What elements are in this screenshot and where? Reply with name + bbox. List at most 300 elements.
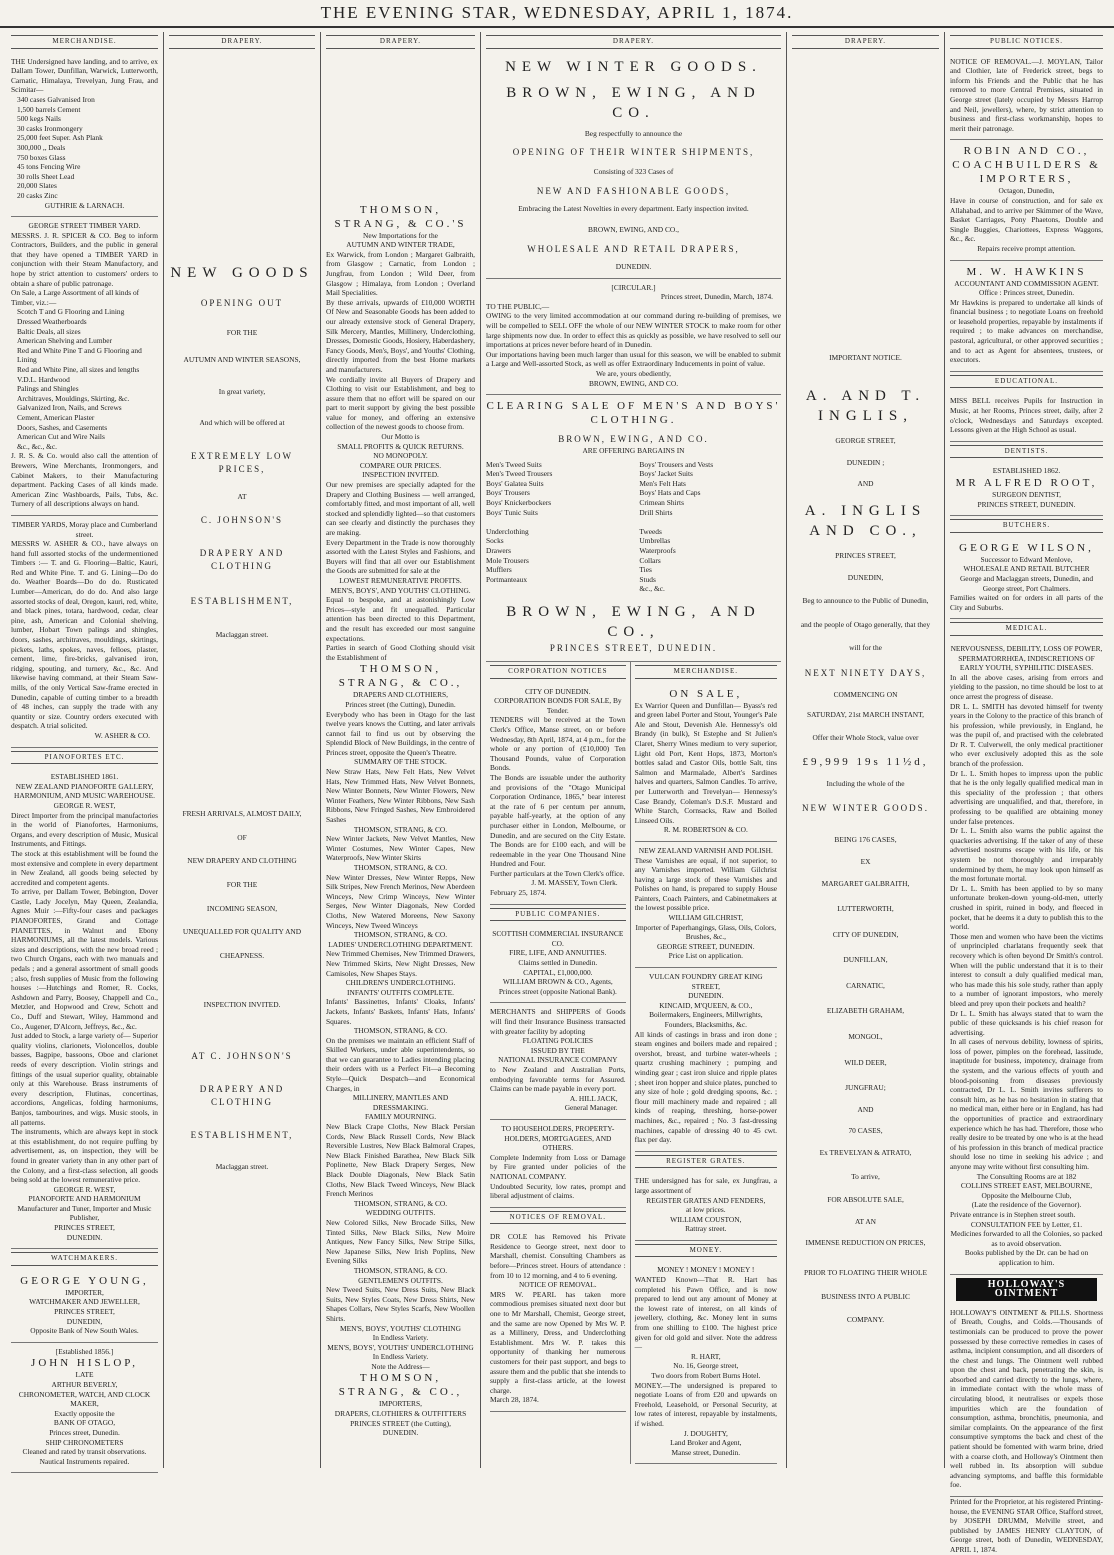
ad-wilson [950,537,1103,620]
list-item: Boys' Tunic Suits [486,507,538,517]
list-item: Mole Trousers [486,555,529,565]
ad-signature: Manse street, Dunedin. [671,1447,741,1457]
ad-signature: THOMSON, STRANG, & CO. [353,1265,448,1275]
ad-title: MONEY ! MONEY ! MONEY ! [657,1265,755,1275]
ad-hislop [11,1343,158,1474]
ad-line: FRESH ARRIVALS, ALMOST DAILY, [182,809,302,819]
ad-line: Princes street, Dunedin. [49,1427,120,1437]
ad-spicer [11,217,158,516]
section-header: MERCHANDISE. [11,35,158,49]
ad-line: PRINCES STREET (the Cutting), [350,1418,451,1428]
ad-line: PRINCES STREET, [835,550,896,560]
bargain-list [486,460,781,594]
ad-line: Princes street (the Cutting), Dunedin. [345,699,456,709]
ad-signature: Manufacturer and Tuner, Importer and Music Publisher, [17,1203,152,1223]
list-item: 750 boxes Glass [17,152,66,162]
ad-text: THE undersigned has for sale, ex Jungfrau, a large assortment of [634,1176,777,1195]
ad-text: THE Undersigned have landing, and to arrive, ex Dallam Tower, Dunfillan, Warwick, Lutterworth, Carnatic, Himalaya, Trevelyan, Jung Frau, and Scimitar— [11,56,158,95]
list-item: 20 casks Zinc [17,190,58,200]
ad-signature: No. 16, George street, [673,1361,739,1371]
ad-line: ISSUED BY THE [530,1045,585,1055]
list-item [639,517,781,527]
ad-line: DRAPERY AND CLOTHING [199,547,285,571]
lower-left-column [486,662,631,1464]
list-item: 30 casks Ironmongery [17,123,83,133]
ad-young [11,1270,158,1343]
ad-hawkins [950,261,1103,372]
list-item: Drill Shirts [639,507,673,517]
ad-west [11,768,158,1249]
column-merchandise [6,32,164,1468]
ad-text: New Colored Silks, New Brocade Silks, New Tinted Silks, New Black Silks, New Moire Antiques, New Fancy Silks, New Stripe Silks, New Japanese Silks, New Irish Poplins, New Evening Silks [326,1217,475,1266]
ad-line: Opposite the Melbourne Club, [981,1190,1072,1200]
ad-line: FOR THE [226,879,258,889]
ad-line: NATIONAL INSURANCE COMPANY [498,1055,618,1065]
list-item: Drawers [486,546,512,556]
ad-line: CHILDREN'S UNDERCLOTHING. [345,978,456,988]
ad-text: J. R. S. & Co. would also call the attention of Brewers, Wine Merchants, Ironmongers, and Cabinet Makers, to their Manufacturing department. Packing Cases of all kinds made. American Zinc Washboards, Pails, Tubs, &c. Turnery of all descriptions always on hand. [11,451,158,509]
ad-miss-bell: MISS BELL receives Pupils for Instruction in Music, at her Rooms, Princes street, daily, after 2 o'clock, Wednesdays and Saturdays excepted. Lessons given at the High School as usual. [950,392,1103,441]
ad-signature: THOMSON, STRANG, & CO. [353,863,448,872]
ad-line: Repairs receive prompt attention. [977,243,1076,253]
list-item: Waterproofs [639,546,676,556]
ad-text: We cordially invite all Buyers of Drapery and Clothing to visit our Establishment, and beg to assure them that no effort will be spared on our part to merit support by giving the best possible value for money, and offering an extensive collection of the newest goods to choose from. [326,374,475,432]
holloway-banner: HOLLOWAY'S OINTMENT [956,1278,1097,1301]
ad-est: ESTABLISHED 1862. [992,466,1061,476]
ad-line: FLOATING POLICIES [522,1036,594,1046]
ad-vulcan-foundry [635,968,777,1152]
ad-line: Consisting of 323 Cases of [593,167,674,177]
ad-title: M. W. HAWKINS [966,265,1087,278]
ad-line: MONGOL, [848,1032,883,1042]
ad-text: Complete Indemnity from Loss or Damage by Fire granted under policies of the NATIONAL COMPANY. [490,1152,626,1181]
ad-signature: Land Broker and Agent, [670,1438,742,1448]
list-item: Crimean Shirts [639,498,684,508]
ad-line: Our Motto is [381,432,420,442]
ad-signature: General Manager. [564,1103,618,1113]
ad-line: IMPORTERS, [379,1399,422,1409]
ad-title: NOTICE OF REMOVAL. [518,1280,597,1290]
section-header: DRAPERY. [326,35,475,49]
ad-line: Offer their Whole Stock, value over [812,733,919,743]
ad-line: BROWN, EWING, AND CO. [506,84,761,121]
ad-line: WATCHMAKER AND JEWELLER, [29,1297,140,1307]
ad-line: Cleaned and rated by transit observations. Nautical Instruments repaired. [22,1447,147,1466]
ad-line: Claims settled in Dunedin. [518,958,598,968]
section-header: DRAPERY. [486,35,781,49]
ad-line: DUNEDIN. [615,261,652,271]
ad-line: at low prices. [686,1205,726,1215]
list-item [486,517,628,527]
ad-name: GEORGE YOUNG, [20,1274,149,1287]
ad-text: On Sale, a Large Assortment of all kinds of Timber, viz.:— [11,288,140,307]
list-item: Baltic Deals, all sizes [17,326,81,336]
ad-line: LOWEST REMUNERATIVE PROFITS. [339,575,462,585]
ad-line: LATE [75,1370,94,1380]
list-item: Mufflers [486,565,512,575]
ad-line: PRINCES STREET, [54,1307,115,1317]
ad-money [635,1261,777,1464]
list-item: Boys' Trousers [486,488,530,498]
list-item: 25,000 feet Super. Ash Plank [17,133,103,143]
ad-dr-smith [950,640,1103,1275]
ad-signature: GEORGE R. WEST, [53,1184,116,1194]
ad-clearing-sale [486,395,781,662]
ad-signature: THOMSON, STRANG, & CO. [353,1026,448,1036]
ad-removal-notices [490,1228,626,1412]
ad-line: UNEQUALLED FOR QUALITY AND [182,927,302,937]
ad-line: LADIES' UNDERCLOTHING DEPARTMENT. [328,939,473,949]
ad-line: Octagon, Dunedin, [998,186,1055,196]
item-list [11,95,158,201]
ad-text: Undoubted Security, low rates, prompt and liberal adjustment of claims. [490,1181,626,1201]
ad-line: Beg to announce to the Public of Dunedin, [802,596,929,606]
ad-text: In all cases of nervous debility, lowness of spirits, loss of power, pimples on the forehead, lassitude, inaptitude for business, impotency, drainage from the system, and the various effects of youth and blood-poisoning from diseases previously contracted, Dr L. L. Smith invites sufferers to consult him, as he has no hesitation in stating that no medical man, either here or in England, has had the opportunities of practice and extraordinary experience which he has had. Therefore, those who really desire to be treated by one who is at the head of his profession in this branch of medical practice should lose no time in seeking his advice ; and anyone may write without first consulting him. [950,1037,1103,1171]
ad-text: Equal to bespoke, and at astonishingly Low Prices—style and fit unequalled. Particular attention has been directed to this Department, and the result has exceeded our most sanguine expectations. [326,595,475,643]
ad-date: February 25, 1874. [490,888,547,898]
ad-line: £9,999 19s 11½d, [802,755,929,768]
section-header: MERCHANDISE. [635,665,777,679]
ad-text: New Winter Jackets, New Velvet Mantles, New Winter Costumes, New Winter Capes, New Waterproofs, New Winter Skirts [326,834,475,863]
ad-line: DUNEDIN, [847,572,884,582]
ad-line: INSPECTION INVITED. [203,1000,281,1010]
ad-line: INSPECTION INVITED. [362,470,439,480]
ad-line: FAMILY MOURNING. [364,1112,437,1122]
ad-name: JOHN HISLOP, [31,1357,138,1370]
lower-right-column [631,662,781,1464]
list-item: 20,000 Slates [17,181,57,191]
ad-line: IMMENSE REDUCTION ON PRICES, [805,1238,926,1248]
ad-text: Ex Warwick, from London ; Margaret Galbraith, from Glasgow ; Carnatic, from London ; Jungfrau, from London ; Wild Deer, from Glasgow ; Himalaya, from London ; Overland Mail Specialities. [326,249,475,298]
list-item: &c., &c., &c. [17,441,58,451]
ad-text: Our importations having been much larger than usual for this season, we will be enabled to submit a Large and Well-assorted Stock, as well as offer Extraordinary Inducements in point of value. [486,349,781,369]
ad-line: MEN'S, BOYS', YOUTHS' UNDERCLOTHING [327,1342,474,1352]
ad-line: SATURDAY, 21st MARCH INSTANT, [807,709,924,719]
list-item: Cement, American Plaster [17,412,95,422]
ad-varnish [635,842,777,968]
ad-line: In Endless Variety. [372,1333,429,1343]
ad-line: ARTHUR BEVERLY, [51,1380,118,1389]
bargain-list-right [639,460,781,594]
list-item: Men's Tweed Trousers [486,469,553,479]
ad-title: ON SALE, [669,687,743,700]
section-header: BUTCHERS. [950,519,1103,533]
ad-line: New Importations for the [363,230,438,240]
ad-signature: WILLIAM GILCHRIST, [668,913,744,923]
ad-line: AND [857,479,874,489]
ad-text: TENDERS will be received at the Town Clerk's Office, Manse street, on or before Wednesday, 8th April, 1874, at 4 p.m., for the whole or any portion of (£10,000) Ten Thousand Pounds, value of Corporation Bonds. [490,715,626,773]
ad-line: WHOLESALE AND RETAIL DRAPERS, [527,243,740,254]
list-item: Collars [639,555,661,565]
ad-text: New Straw Hats, New Felt Hats, New Velvet Hats, New Trimmed Hats, New Velvet Bonnets, New Winter Bonnets, New Winter Flowers, New Winter Feathers, New Winter Ribbons, New Sash Ribbons, New Fringed Sashes, New Embroidered Sashes [326,767,475,825]
ad-line: FOR THE [226,327,258,337]
list-item: 45 tons Fencing Wire [17,162,81,172]
ad-line: 70 CASES, [848,1126,883,1136]
ad-line: GENTLEMEN'S OUTFITS. [358,1275,443,1285]
ad-line: Ex TREVELYAN & ATRATO, [819,1148,912,1158]
list-item: Ties [639,565,652,575]
ad-line: NEW AND FASHIONABLE GOODS, [536,185,731,196]
ad-text: MONEY.—The undersigned is prepared to negotiate Loans of from £20 and upwards on Freehold, Leasehold, or Personal Security, at low rates of interest, repayable by instalments, if wished. [634,1380,777,1428]
ad-line: DRAPERY AND CLOTHING [199,1083,285,1107]
ad-line: DRAPERS AND CLOTHIERS, [352,690,449,700]
ad-title: ROBIN AND CO., COACHBUILDERS & IMPORTERS, [952,145,1101,186]
ad-text: These Varnishes are equal, if not superior, to any Varnishes imported. William Gilchrist having a large stock of these Varnishes and Polishes on hand, is prepared to supply House Painters, Coach Painters, and Cabinetmakers at the lowest possible price. [634,855,777,913]
ad-line: KINCAID, M'QUEEN, & CO., [659,1000,753,1010]
ad-text: DR COLE has Removed his Private Residence to George street, next door to Marshall, chemist. Consulting Chambers as before—Princes street. Hours of attendance : from 10 to 12 morning, and 4 to 6 evening. [490,1232,626,1280]
ad-line: LUTTERWORTH, [837,904,894,914]
list-item: 1,500 barrels Cement [17,104,81,114]
printer-imprint: Printed for the Proprietor, at his registered Printing-house, the EVENING STAR Office, Stafford street, by JOSEPH DRUMM, Melville street, and published by JAMES HENRY CLAYTON, of George street, both of Dunedin, WEDNESDAY, APRIL 1, 1874. [950,1497,1103,1554]
ad-line: The Consulting Rooms are at 182 [976,1171,1077,1181]
list-item: American Shelving and Lumber [17,336,113,346]
ad-line: NEW DRAPERY AND CLOTHING [187,856,297,866]
ad-line: Maclaggan street. [215,1161,269,1171]
ad-line: INCOMING SEASON, [206,903,278,913]
ad-line: ESTABLISHMENT, [190,1129,294,1140]
ad-line: ELIZABETH GRAHAM, [826,1006,905,1016]
ad-text: Every Department in the Trade is now thoroughly assorted with the Latest Styles and Fashions, and Buyers will find that all over our Establishment the Goods are submitted for sale at the [326,537,475,576]
ad-brown-ewing [486,53,781,279]
ad-signature: GEORGE STREET, DUNEDIN. [657,941,755,951]
section-header: EDUCATIONAL. [950,375,1103,389]
ad-line: OF [237,832,247,842]
ad-line: A. INGLIS AND CO., [804,502,927,539]
ad-signature: GUTHRIE & LARNACH. [44,200,125,210]
ad-line: BUSINESS INTO A PUBLIC [821,1291,910,1301]
ad-line: In Endless Variety. [372,1352,429,1362]
ad-signature: DUNEDIN. [66,1232,103,1242]
ad-est: [Established 1856.] [55,1346,114,1356]
section-header: PIANOFORTES ETC. [11,751,158,765]
ad-register-grates [635,1172,777,1241]
list-item: 300,000 ,, Deals [17,142,66,152]
ad-signature: J. M. MASSEY, Town Clerk. [531,878,618,888]
ad-text: Our new premises are specially adapted for the Drapery and Clothing Business — well arranged, comfortably fitted, and most important of all, well stocked and splendidly lighted—so that customers can see clearly and distinctly the purchases they are making. [326,480,475,537]
ad-guthrie-larnach [11,53,158,218]
list-item: Architraves, Mouldings, Skirting, &c. [17,393,130,403]
list-item: V.D.L. Hardwood [17,374,70,384]
ad-text: New Tweed Suits, New Dress Suits, New Black Suits, New Styles Coats, New Dress Shirts, New Shapes Collars, New Styles Scarfs, New Woollen Shirts. [326,1285,475,1323]
list-item: Galvanized Iron, Nails, and Screws [17,403,122,413]
ad-line: Medicines forwarded to all the Colonies, so packed as to avoid observation. [950,1229,1103,1248]
ad-signature: W. ASHER & CO. [94,730,150,740]
ad-title: NEW ZEALAND VARNISH AND POLISH. [638,845,773,855]
ad-est: ESTABLISHED 1861. [50,772,119,782]
ad-text: Just added to Stock, a large variety of— Superior quality violins, clarionets, Violoncellos, double basses, Bagpipe, bassoons, Oboe and clarionet reeds of every description. Violin strings and fittings of the usual superior quality, obtainable only at this Warehouse. Brass instruments of every description, Flutinas, concertinas, accordions, Angelicas, folding harmoniums, Banjos, tambourines, and wigs. Music stools, in all patterns. [11,1031,158,1127]
ad-title: CORPORATION BONDS FOR SALE, By Tender. [494,696,622,715]
ad-title: THOMSON, STRANG, & CO., [338,1372,463,1399]
section-header: DRAPERY. [169,35,315,49]
ad-signature: PRINCES STREET, [54,1223,115,1233]
ad-line: NEW GOODS [170,264,314,281]
list-item: Boys' Jacket Suits [639,469,693,479]
ad-text: Families waited on for orders in all parts of the City and Suburbs. [950,593,1103,612]
ad-robertson [635,683,777,842]
ad-text: To arrive, per Dallam Tower, Bebington, Dover Castle, Lady Jocelyn, May Queen, Zealandia, Agnes Muir :—Fifty-four cases and packages PIANOFORTES, Grand and Cottage PIANETTES, in Walnut and Ebony HARMONIUMS, all the latest models. Various sizes and descriptions, with the new broad reed ; two Church Organs, each with two manuals and pedals ; and a general assortment of small goods ; also, fresh supplies of Music from the following houses :—Hutchings and Romer, R. Cocks, Ashdown and Parry, Boosey, Chappell and Co., Metzler, and Hopwood and Crew, Schott and Co., Duff and Stewart, Wiley, Hammond and Co., Augener, D'Alcorn, Jeffreys, &c., &c. [11,887,158,1031]
section-header: PUBLIC COMPANIES. [490,908,626,922]
section-header: REGISTER GRATES. [635,1155,777,1169]
list-item: 500 kegs Nails [17,114,61,124]
ad-text: MRS W. PEARL has taken more commodious premises situated next door but one to Mr Marshall, Chemist, George street, and the same are now Opened by Mrs W. P. as a Millinery, Dress, and Underclothing Establishment. Mrs W. P. takes this opportunity of thanking her numerous customers for their past support, and begs to assure them and the public that she intends to supply a first-class article, at the lowest charge. [490,1289,626,1395]
list-item: Men's Felt Hats [639,478,686,488]
ad-line: MEN'S, BOYS', YOUTHS' CLOTHING [340,1323,461,1333]
ad-text: WANTED Known—That R. Hart has completed his Pawn Office, and is now prepared to lend out any amount of Money at the lowest rate of interest, on all kinds of jewellery, clothing, &c. Money lent in sums from one shilling to £100. The highest price given for old gold and silver. Note the address— [634,1275,777,1352]
ad-line: We are, yours obediently, [595,368,672,378]
ad-line: CHEAPNESS. [219,950,265,960]
ad-title: GEORGE WILSON, [959,541,1094,554]
ad-circular [486,279,781,396]
ad-line: Embracing the Latest Novelties in every department. Early inspection invited. [518,203,749,213]
ad-text: All kinds of castings in brass and iron done ; steam engines and boilers made and repaired ; overshot, breast, and turbine water-wheels ; quartz crushing machinery ; pumping and winding gear ; cast iron sluice and ripple plates ; sheet iron hopper and sluice plates, punched to any size of hole ; gold dredging spoons, &c. ; flour mill machinery made and repaired ; all kinds of reaping, threshing, horse-power machines, &c., repaired ; No. 3 fast-dressing machines, capable of dressing 40 to 45 cwt. flax per day. [634,1029,777,1145]
lower-split [486,662,781,1464]
ad-text: The instruments, which are always kept in stock at this establishment, do not require puffing by advertisement, as, on inspection, they will be found in greater variety than in any other part of the Colony, and a first-class selection, all goods being sold at the lowest remunerative price. [11,1127,158,1185]
ad-line: CONSULTATION FEE by Letter, £1. [970,1219,1083,1229]
ad-line: George and Maclaggan streets, Dunedin, and George street, Port Chalmers. [959,573,1094,593]
item-list [11,307,158,451]
ad-title: TO HOUSEHOLDERS, PROPERTY-HOLDERS, MORTGAGEES, AND OTHERS. [501,1123,615,1153]
ad-line: C. JOHNSON'S [200,514,284,525]
ad-line: JUNGFRAU; [845,1083,886,1093]
section-header: DRAPERY. [792,35,939,49]
ad-signature: Importer of Paperhangings, Glass, Oils, Colors, Brushes, &c., [635,922,777,942]
ad-national-insurance [490,1003,626,1120]
list-item: Doors, Sashes, and Casements [17,422,108,432]
ad-text: to New Zealand and Australian Ports, embodying favorable terms for Assured. Claims can be made payable in every port. [490,1064,626,1094]
ad-line: And which will be offered at [199,418,285,428]
ad-line: NEW WINTER GOODS. [802,803,929,814]
ad-text: DR L. L. SMITH has devoted himself for twenty years in the Colony to the practice of this branch of his profession, while previously, in England, he was the pupil of, and practised with the celebrated Dr R. T. Culverwell, the only medical practitioner who ever exclusively adopted this as the sole branch of the profession. [950,701,1103,769]
list-item: American Cut and Wire Nails [17,432,105,442]
ad-line: PRINCES STREET, DUNEDIN. [549,643,718,653]
ad-line: EXTREMELY LOW PRICES, [191,450,293,474]
ad-title: CLEARING SALE OF MEN'S AND BOYS' CLOTHING. [486,400,781,427]
list-item: Portmanteaux [486,574,528,584]
ad-moylan: NOTICE OF REMOVAL.—J. MOYLAN, Tailor and Clothier, late of Frederick street, begs to inform his Friends and the Public that he has removed to more Central Premises, situated in George street (lately occupied by Messrs Harrop and Neil, jewellers), where, by strict attention to business and first-class workmanship, hopes to merit their patronage. [950,53,1103,141]
ad-line: OPENING OF THEIR WINTER SHIPMENTS, [512,147,755,158]
column-johnson [164,32,321,1468]
ad-line: Princes street (opposite National Bank). [498,986,617,996]
ad-line: CITY OF DUNEDIN. [525,686,591,696]
ad-text: Dr L. L. Smith has been applied to by so many unfortunate broken-down young-old-men, utterly crushed in spirit, ruined in body, and fleeced in pocket, that he deems it a duty to publish this to the world. [950,883,1103,932]
ad-text: Infants' Bassinettes, Infants' Cloaks, Infants' Jackets, Infants' Baskets, Infants' Hats, Infants' Squares. [326,997,475,1026]
ad-line: EX [860,856,871,866]
ad-line: (Late the residence of the Governor). [971,1200,1082,1210]
list-item: Boys' Trousers and Vests [639,459,714,469]
ad-title: THOMSON, STRANG, & CO.'S [334,203,467,230]
ad-text: The Bonds are issuable under the authority and provisions of the "Otago Municipal Corporation Ordinance, 1865," bear interest at the rate of 6 per centum per annum, payable half-yearly, at the option of any purchaser either in London, Melbourne, or Dunedin, and are secured on the City Estate. The Bonds are for £100 each, and will be redeemable in the year One Thousand Nine Hundred and Four. [490,772,626,869]
list-item: Men's Tweed Suits [486,459,542,469]
ad-text: New Winter Dresses, New Winter Repps, New Silk Stripes, New French Merinos, New Aberdeen Winceys, New Crimp Winceys, New Winter Serges, New Winter Diagonals, New Corded Cloths, New Watered Moreens, New Saxony Winceys, New Tweed Winceys [326,872,475,930]
ad-text: Further particulars at the Town Clerk's office. [490,868,625,878]
ad-line: A. AND T. INGLIS, [805,388,926,425]
ad-line: COMPANY. [846,1315,885,1325]
ad-signature: BROWN, EWING, AND CO. [588,378,679,388]
ad-text: Mr Hawkins is prepared to undertake all kinds of financial business ; to negotiate Loans on freehold or leasehold properties, repayable by instalments if required ; to make advances on merchandise, pastoral, agricultural, or other approved securities ; and to act as Agent for absentees, trustees, or executors. [950,297,1103,365]
ad-line: Private entrance is in Stephen street south. [950,1209,1076,1219]
ad-name: GEORGE R. WEST, [53,800,116,810]
ad-date: Princes street, Dunedin, March, 1874. [660,292,773,302]
list-item: Red and White Pine, all sizes and lengths [17,365,140,374]
list-item: Underclothing [486,526,529,536]
ad-line: REGISTER GRATES AND FENDERS, [646,1195,766,1205]
ad-line: NEW WINTER GOODS. [505,58,762,75]
ad-line: NO MONOPOLY. [373,451,428,461]
ad-line: MILLINERY, MANTLES AND DRESSMAKING. [352,1093,449,1112]
ad-text: Dr L. L. Smith has always stated that to warn the public of these quicksands is his chief reason for advertising. [950,1008,1103,1037]
ad-line: AUTUMN AND WINTER TRADE, [346,240,455,250]
list-item: Boys' Hats and Caps [639,488,701,498]
ad-signature: J. DOUGHTY, [683,1428,728,1438]
ad-text: New Trimmed Chemises, New Trimmed Drawers, New Trimmed Skirts, New Night Dresses, New Camisoles, New Shapes Stays. [326,949,475,978]
ad-signature: THOMSON, STRANG, & CO. [353,1198,448,1208]
ad-text: MESSRS. J. R. SPICER & CO. Beg to inform Contractors, Builders, and the public in general that they have opened a TIMBER YARD in conjunction with their Steam Manufactory, and hope by strict attention to customers' orders to obtain a share of public patronage. [11,230,158,288]
ad-line: NEXT NINETY DAYS, [804,667,927,678]
ad-line: DUNEDIN. [382,1428,419,1438]
ad-line: ACCOUNTANT AND COMMISSION AGENT. [954,278,1099,288]
list-item: Red and White Pine T and G Flooring and Lining [17,345,142,365]
ad-line: CITY OF DUNEDIN, [832,929,899,939]
ad-text: New Black Crape Cloths, New Black Persian Cords, New Black Russell Cords, New Black Reversible Lustres, New Black Balmoral Crapes, New Black Finished Barathea, New Black Silk Poplinette, New Black Drapery Serges, New Black Double Diagonals, New Black Satin Cloths, New Black Tweed Winceys, New Black French Merinos [326,1122,475,1199]
ad-line: Books published by the Dr. can be had on application to him. [964,1248,1089,1267]
ad-line: AND [857,1104,874,1114]
ad-line: Beg respectfully to announce the [584,128,683,138]
list-item: Scotch T and G Flooring and Lining [17,307,125,317]
ad-line: CAPITAL, £1,000,000. [523,967,593,977]
section-header: NOTICES OF REMOVAL. [490,1211,626,1225]
ad-signature: R. M. ROBERTSON & CO. [663,825,748,835]
ad-line: FIRE, LIFE, AND ANNUITIES. [509,948,607,958]
ad-text: Direct Importer from the principal manufactories in the world of Pianofortes, Harmoniums, Organs, and every description of Music, Musical Instruments, and Fittings. [11,810,158,849]
ad-line: AT [237,491,247,501]
ad-line: BEING 176 CASES, [834,835,897,845]
ad-line: AT AN [854,1216,876,1226]
list-item: Studs [639,574,656,584]
ad-signature: Two doors from Robert Burns Hotel. [651,1371,761,1380]
ad-line: IMPORTANT NOTICE. [829,352,902,362]
ad-signature: THOMSON, STRANG, & CO. [353,930,448,940]
ad-line: AUTUMN AND WINTER SEASONS, [183,355,301,365]
ad-line: Note the Address— [371,1361,430,1371]
ad-line: WILD DEER, [844,1057,887,1067]
bargain-list-left [486,460,628,594]
ad-title: NEW ZEALAND PIANOFORTE GALLERY, HARMONIUM, AND MUSIC WAREHOUSE. [14,781,155,801]
ad-signature: WILLIAM COUSTON, [670,1214,742,1224]
ad-title: NERVOUSNESS, DEBILITY, LOSS OF POWER, SPERMATORRHŒA, INDISCRETIONS OF EARLY YOUTH, SYPHILITIC DISEASES. [950,643,1103,673]
ad-line: DUNEDIN, [66,1316,103,1326]
section-header: DENTISTS. [950,445,1103,459]
ad-line: SHIP CHRONOMETERS [45,1437,124,1447]
ad-line: WILLIAM BROWN & CO., Agents, [502,977,613,987]
list-item: 30 rolls Sheet Lead [17,171,75,181]
ad-text: OWING to the very limited accommodation at our command during re-building of premises, we will be compelled to SELL OFF the whole of our NEW WINTER STOCK to make room for other large shipments now due. In order to effect this as quickly as possible, we have resolved to sell our importations at prices never before heard of in Dunedin. [486,311,781,350]
ad-signature: THOMSON, STRANG, & CO. [353,824,448,834]
ad-text: In all the above cases, arising from errors and yielding to the passion, no time should be lost to at once arrest the progress of disease. [950,672,1103,701]
ad-line: BANK OF OTAGO, [53,1418,116,1428]
ad-text: Ex Warrior Queen and Dunfillan— Byass's red and green label Porter and Stout, Younger's Pale Ale and Stout, Devenish Ale. Hennessy's old Brandy (in bulk), St Estephe and St Julien's Claret, Sherry Wines medium to very superior, Light old Port, Kent Hops, 1873, Morton's bottles salad and Castor Oils, bottle Salt, tins Salmon and Marmalade, Albert's Sardines halves and quarters, Salmon Candles. To arrive, per Lutterworth and Trevelyan— Hennessy's Case Brandy, Coleman's D.S.F. Mustard and White Starch, Cornsacks, Raw and Boiled Linseed Oils. [634,700,777,825]
list-item: Boys' Knickerbockers [486,498,552,508]
ad-line: Exactly opposite the [54,1408,115,1418]
list-item: &c., &c. [639,584,665,594]
ad-line: BROWN, EWING, AND CO., [506,604,761,640]
ad-line: Maclaggan street. [215,629,269,639]
ad-line: FOR ABSOLUTE SALE, [827,1195,904,1205]
ad-line: MEN'S, BOYS', AND YOUTHS' CLOTHING. [330,585,471,595]
ad-line: INFANTS' OUTFITS COMPLETE. [347,987,454,997]
ad-line: ESTABLISHMENT, [190,595,294,606]
ad-text: On the premises we maintain an efficient Staff of Skilled Workers, under able superintendents, so that we can guarantee to Ladies intending placing their orders with us a Perfect Fit—a Becoming Style—Quick Despatch—and Economical Charges, in [326,1035,475,1093]
ad-asher [11,516,158,748]
